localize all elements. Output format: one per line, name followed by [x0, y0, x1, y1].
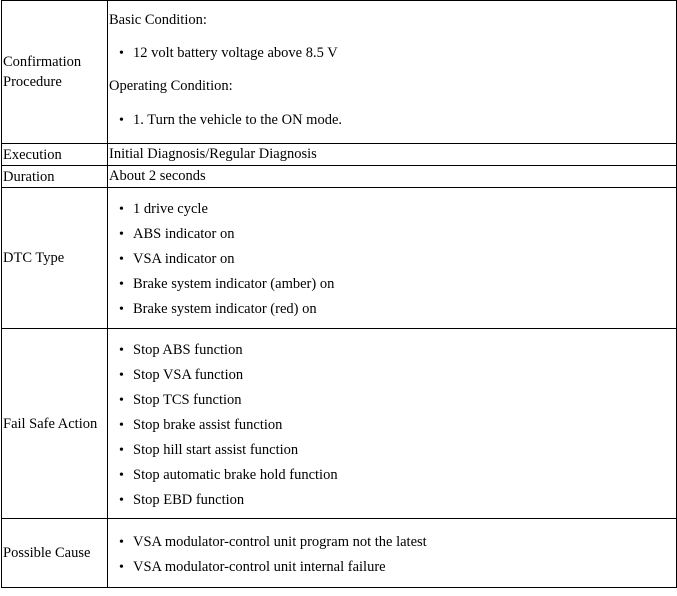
list-item: • 1 drive cycle [133, 197, 676, 222]
execution-value: Initial Diagnosis/Regular Diagnosis [108, 144, 677, 166]
list-item: • Stop brake assist function [133, 413, 676, 438]
row-confirmation-procedure [2, 1, 677, 144]
row-fail-safe-action [2, 329, 677, 519]
fail-safe-action-label: Fail Safe Action [2, 329, 108, 519]
row-duration [2, 166, 677, 188]
duration-label: Duration [2, 166, 108, 188]
list-item: • 12 volt battery voltage above 8.5 V [133, 41, 676, 66]
list-item: • VSA modulator-control unit internal failure [133, 555, 676, 580]
row-execution [2, 144, 677, 166]
row-dtc-type [2, 188, 677, 329]
fail-safe-list [109, 338, 676, 513]
list-item: • Brake system indicator (amber) on [133, 272, 676, 297]
confirmation-procedure-label [2, 1, 108, 144]
list-item: • VSA modulator-control unit program not the latest [133, 530, 676, 555]
list-item: • Stop VSA function [133, 363, 676, 388]
confirmation-label-line2: Procedure [3, 74, 62, 90]
list-item: • 1. Turn the vehicle to the ON mode. [133, 108, 676, 133]
row-possible-cause [2, 519, 677, 588]
execution-label: Execution [2, 144, 108, 166]
list-item: • Stop hill start assist function [133, 438, 676, 463]
duration-value: About 2 seconds [108, 166, 677, 188]
list-item: • Stop TCS function [133, 388, 676, 413]
dtc-type-list [109, 197, 676, 322]
basic-condition-title: Basic Condition: [109, 11, 207, 28]
diagnostic-spec-table [1, 0, 677, 588]
dtc-type-label: DTC Type [2, 188, 108, 329]
operating-condition-title: Operating Condition: [109, 77, 233, 94]
possible-cause-content [108, 519, 677, 588]
list-item: • Stop EBD function [133, 488, 676, 513]
operating-condition-list [109, 108, 676, 133]
list-item: • VSA indicator on [133, 247, 676, 272]
confirmation-procedure-content [108, 1, 677, 144]
list-item: • Stop automatic brake hold function [133, 463, 676, 488]
list-item: • ABS indicator on [133, 222, 676, 247]
dtc-type-content [108, 188, 677, 329]
possible-cause-label: Possible Cause [2, 519, 108, 588]
list-item: • Brake system indicator (red) on [133, 297, 676, 322]
list-item: • Stop ABS function [133, 338, 676, 363]
fail-safe-action-content [108, 329, 677, 519]
basic-condition-list [109, 41, 676, 66]
confirmation-label-line1: Confirmation [3, 54, 82, 70]
possible-cause-list [109, 530, 676, 580]
